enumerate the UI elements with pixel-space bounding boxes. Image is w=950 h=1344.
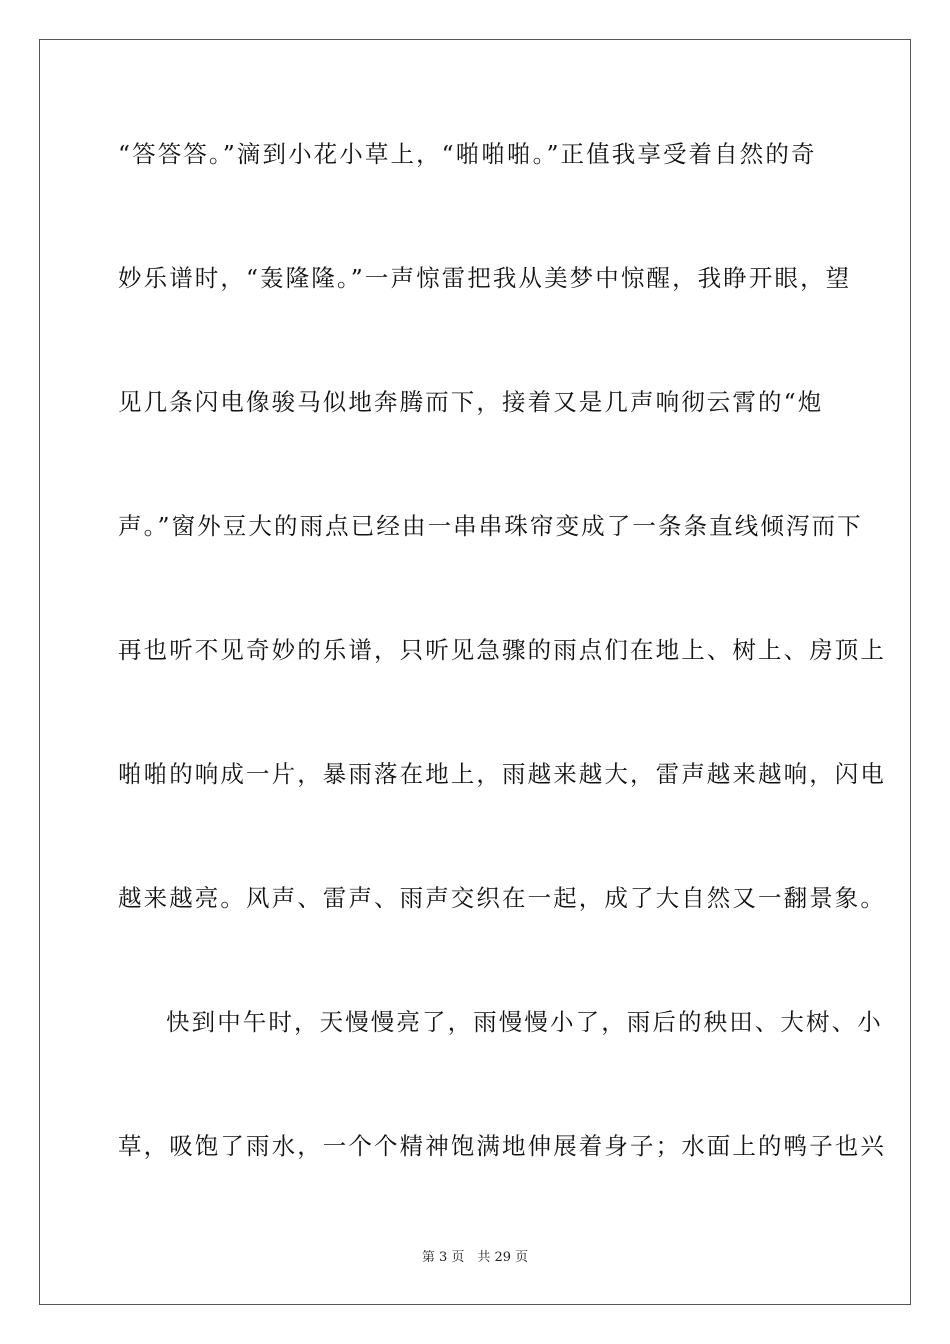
document-body (118, 124, 886, 1240)
text-line: 啪啪的响成一片，暴雨落在地上，雨越来越大，雷声越来越响，闪电 (118, 760, 886, 788)
text-line: 草，吸饱了雨水，一个个精神饱满地伸展着身子；水面上的鸭子也兴 (118, 1132, 886, 1160)
text-line: 越来越亮。风声、雷声、雨声交织在一起，成了大自然又一翻景象。 (118, 884, 886, 912)
page-number: 第 3 页 共 29 页 (421, 1250, 529, 1265)
text-line: 再也听不见奇妙的乐谱，只听见急骤的雨点们在地上、树上、房顶上 (118, 636, 886, 664)
text-line-paragraph-start: 快到中午时，天慢慢亮了，雨慢慢小了，雨后的秧田、大树、小 (166, 1008, 883, 1036)
text-line: 见几条闪电像骏马似地奔腾而下，接着又是几声响彻云霄的“炮 (118, 388, 824, 416)
text-line: “答答答。”滴到小花小草上，“啪啪啪。”正值我享受着自然的奇 (118, 140, 817, 168)
text-line: 声。”窗外豆大的雨点已经由一串串珠帘变成了一条条直线倾泻而下 (118, 512, 863, 540)
text-line: 妙乐谱时，“轰隆隆。”一声惊雷把我从美梦中惊醒，我睁开眼，望 (118, 264, 852, 292)
